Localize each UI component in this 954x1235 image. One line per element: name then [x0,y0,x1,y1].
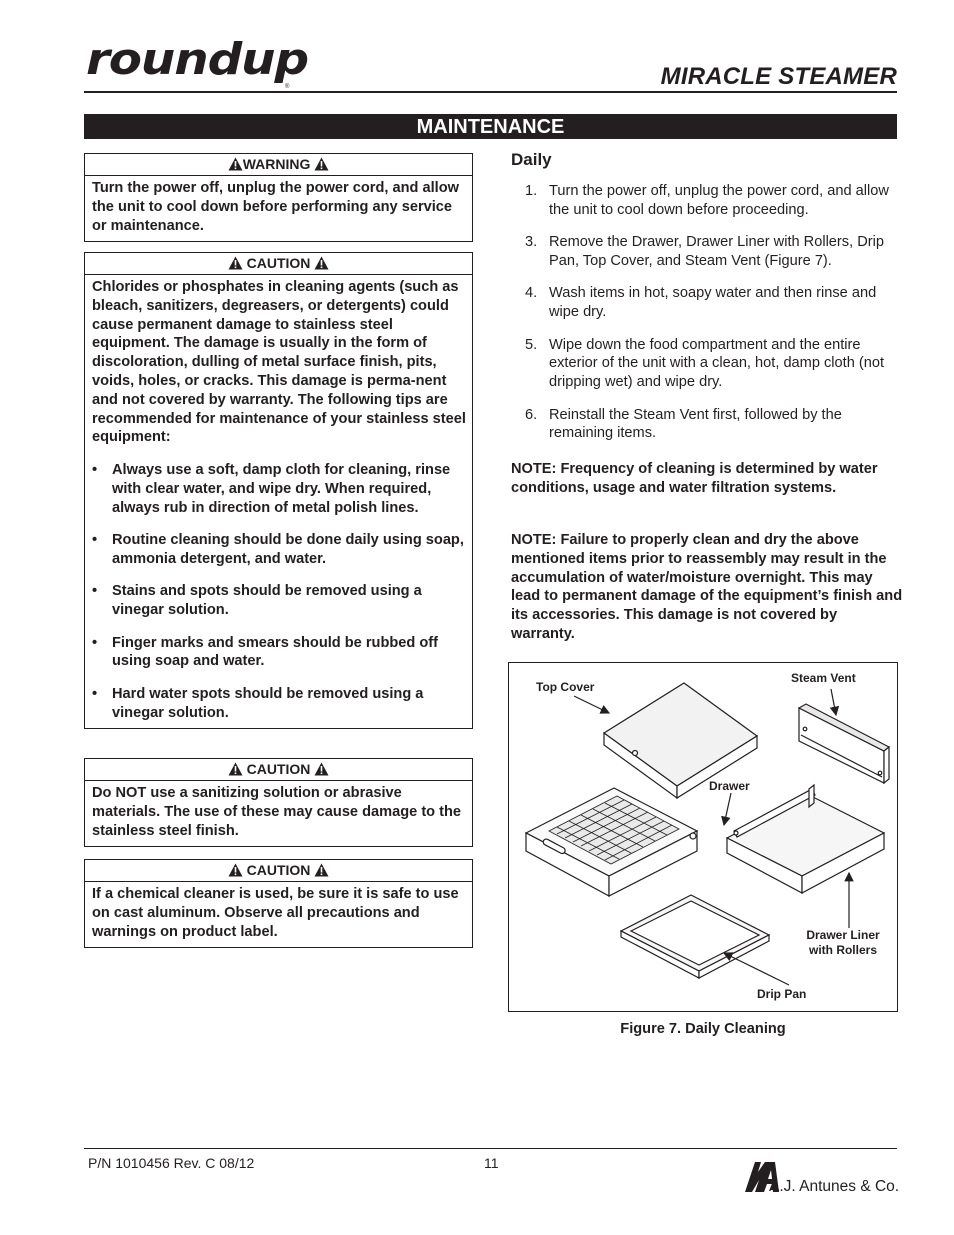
caution-heading: CAUTION [246,862,311,878]
drawer-liner-part [727,785,884,893]
label-drip-pan: Drip Pan [757,987,807,1001]
footer-divider [84,1148,897,1149]
label-top-cover: Top Cover [536,680,595,694]
caution-triangle-icon [314,256,329,270]
caution-box-header [85,860,472,882]
list-item: 1. Turn the power off, unplug the power cord, and allow the unit to cool down before proceeding. [525,183,889,218]
drawer-part [526,788,697,896]
caution-box-chemical [84,859,473,948]
warning-triangle-icon [314,157,329,171]
caution-triangle-icon [314,863,329,877]
daily-steps-list [511,182,901,457]
warning-box [84,153,473,242]
label-drawer: Drawer [709,779,750,793]
warning-triangle-icon [228,157,243,171]
list-item: • Finger marks and smears should be rubbed off using soap and water. [92,634,438,670]
document-title: MIRACLE STEAMER [660,63,897,90]
warning-text: Turn the power off, unplug the power cord, and allow the unit to cool down before performing any service or maintenance. [92,180,459,234]
list-item: • Always use a soft, damp cloth for cleaning, rinse with clear water, and wipe dry. When required, always rub in direction of metal polish lines. [92,462,451,516]
header-divider [84,91,897,93]
roundup-logo [84,38,314,90]
figure-caption: Figure 7. Daily Cleaning [620,1021,786,1037]
caution-text: Do NOT use a sanitizing solution or abrasive materials. The use of these may cause damage to the stainless steel finish. [92,785,462,839]
caution-triangle-icon [314,762,329,776]
caution-triangle-icon [228,863,243,877]
caution-box-stainless [84,252,473,729]
note-moisture: NOTE: Failure to properly clean and dry the above mentioned items prior to reassembly may result in the accumulation of water/moisture overnight. This may lead to permanent damage of the equipment’s finish and its accessories. This damage is not covered by warranty. [511,532,903,642]
page-number: 11 [484,1155,499,1171]
cleaning-tips-list [92,461,468,722]
caution-text: If a chemical cleaner is used, be sure it is safe to use on cast aluminum. Observe all precautions and warnings on product label. [92,886,459,940]
label-steam-vent: Steam Vent [791,671,856,685]
caution-box-header [85,253,472,275]
parts-illustration [509,663,897,1011]
caution-heading: CAUTION [246,761,311,777]
list-item: • Routine cleaning should be done daily using soap, ammonia detergent, and water. [92,532,464,567]
caution-triangle-icon [228,762,243,776]
warning-box-header [85,154,472,176]
list-item: • Stains and spots should be removed using a vinegar solution. [92,583,422,619]
steam-vent-part [799,704,889,783]
list-item: 3. Remove the Drawer, Drawer Liner with Rollers, Drip Pan, Top Cover, and Steam Vent (Figure 7). [525,234,884,269]
list-item: • Hard water spots should be removed using a vinegar solution. [92,685,424,721]
warning-heading: WARNING [242,156,311,172]
company-name: A.J. Antunes & Co. [769,1178,900,1195]
svg-text:®: ® [285,84,290,90]
figure-daily-cleaning [508,662,898,1012]
section-title: MAINTENANCE [84,114,897,139]
list-item: 6. Reinstall the Steam Vent first, followed by the remaining items. [525,406,842,442]
part-number: P/N 1010456 Rev. C 08/12 [88,1155,255,1171]
caution-triangle-icon [228,256,243,270]
roundup-logo-text: roundup [86,38,308,85]
caution-box-abrasive [84,758,473,847]
caution-box-header [85,759,472,781]
caution-heading: CAUTION [246,255,311,271]
note-frequency: NOTE: Frequency of cleaning is determined by water conditions, usage and water filtration systems. [511,461,878,496]
daily-heading: Daily [511,150,552,169]
label-drawer-liner: Drawer Liner with Rollers [806,928,880,957]
drip-pan-part [621,895,769,978]
list-item: 5. Wipe down the food compartment and the entire exterior of the unit with a clean, hot, damp cloth (not dripping wet) and wipe dry. [525,336,885,391]
list-item: 4. Wash items in hot, soapy water and then rinse and wipe dry. [525,285,877,321]
caution-text: Chlorides or phosphates in cleaning agents (such as bleach, sanitizers, degreasers, or detergents) could cause permanent damage to stainless steel equipment. The damage is usually in the form of discoloration, dulling of metal surface finish, pits, voids, holes, or cracks. This damage is perma-nent and not covered by warranty. The following tips are recommended for maintenance of your stainless steel equipment: [92,279,466,446]
